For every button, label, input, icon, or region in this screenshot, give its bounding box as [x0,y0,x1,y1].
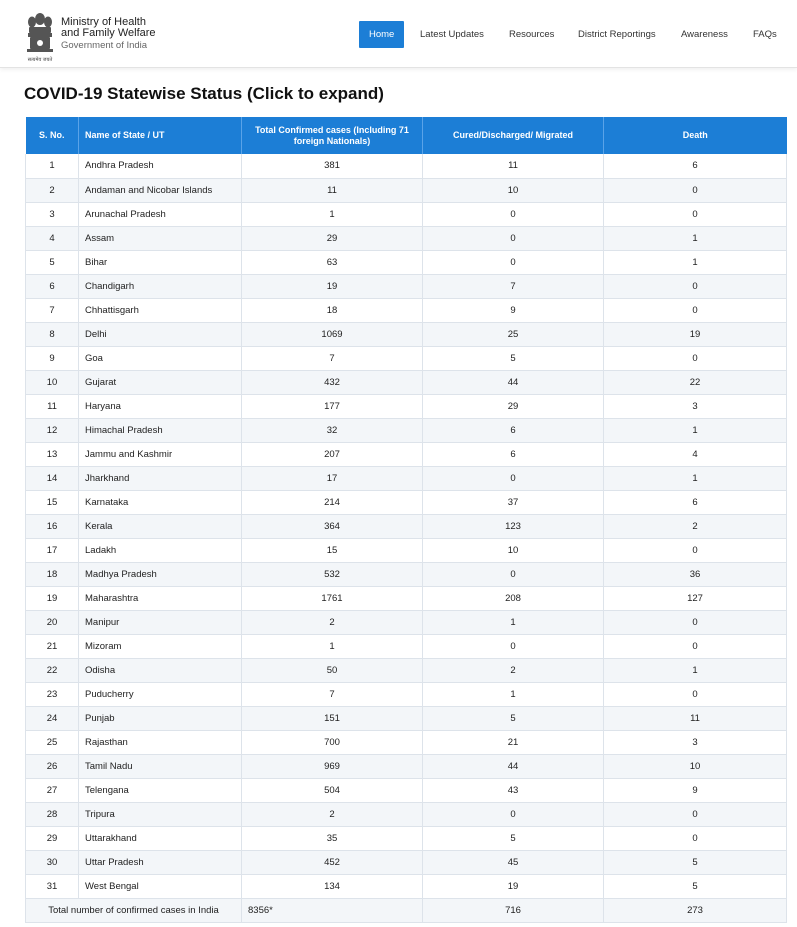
table-row [26,202,787,226]
cell-death: 3 [604,730,787,754]
cell-state: Arunachal Pradesh [79,202,242,226]
table-row [26,226,787,250]
cell-cured: 5 [423,826,604,850]
cell-cured: 43 [423,778,604,802]
total-confirmed: 8356* [242,898,423,922]
table-row [26,610,787,634]
cell-sno: 21 [26,634,79,658]
cell-death: 2 [604,514,787,538]
cell-state: Goa [79,346,242,370]
cell-death: 0 [604,802,787,826]
cell-state: Mizoram [79,634,242,658]
cell-state: Andaman and Nicobar Islands [79,178,242,202]
cell-sno: 31 [26,874,79,898]
cell-state: Punjab [79,706,242,730]
cell-death: 0 [604,274,787,298]
statewise-table [25,117,787,923]
ministry-name[interactable] [61,17,156,51]
cell-cured: 19 [423,874,604,898]
cell-confirmed: 18 [242,298,423,322]
table-row [26,826,787,850]
cell-state: Jharkhand [79,466,242,490]
cell-sno: 23 [26,682,79,706]
cell-cured: 5 [423,706,604,730]
nav-awareness[interactable]: Awareness [681,29,728,40]
table-row [26,370,787,394]
cell-cured: 2 [423,658,604,682]
cell-cured: 0 [423,802,604,826]
table-row [26,658,787,682]
table-row [26,154,787,178]
cell-cured: 0 [423,250,604,274]
cell-state: Madhya Pradesh [79,562,242,586]
cell-cured: 123 [423,514,604,538]
cell-sno: 25 [26,730,79,754]
table-row [26,778,787,802]
table-total-row [26,898,787,922]
cell-state: Manipur [79,610,242,634]
cell-death: 1 [604,250,787,274]
cell-death: 3 [604,394,787,418]
nav-home[interactable]: Home [359,21,404,48]
cell-state: Delhi [79,322,242,346]
cell-confirmed: 1 [242,202,423,226]
cell-confirmed: 432 [242,370,423,394]
table-row [26,682,787,706]
national-emblem[interactable] [24,10,56,64]
cell-sno: 2 [26,178,79,202]
cell-cured: 37 [423,490,604,514]
cell-confirmed: 364 [242,514,423,538]
nav-latest-updates[interactable]: Latest Updates [420,29,484,40]
table-row [26,442,787,466]
cell-state: Uttarakhand [79,826,242,850]
cell-death: 36 [604,562,787,586]
cell-cured: 1 [423,610,604,634]
cell-state: Gujarat [79,370,242,394]
cell-cured: 0 [423,562,604,586]
cell-confirmed: 7 [242,346,423,370]
cell-cured: 11 [423,154,604,178]
table-row [26,394,787,418]
cell-sno: 19 [26,586,79,610]
cell-sno: 1 [26,154,79,178]
cell-confirmed: 17 [242,466,423,490]
cell-sno: 14 [26,466,79,490]
table-body [26,154,787,898]
cell-confirmed: 134 [242,874,423,898]
cell-confirmed: 11 [242,178,423,202]
cell-state: Jammu and Kashmir [79,442,242,466]
cell-confirmed: 452 [242,850,423,874]
cell-cured: 10 [423,178,604,202]
cell-cured: 208 [423,586,604,610]
cell-sno: 27 [26,778,79,802]
total-death: 273 [604,898,787,922]
cell-sno: 29 [26,826,79,850]
col-header-death: Death [604,117,787,154]
table-row [26,802,787,826]
cell-cured: 6 [423,442,604,466]
site-header [0,0,797,68]
cell-sno: 16 [26,514,79,538]
cell-cured: 7 [423,274,604,298]
total-cured: 716 [423,898,604,922]
cell-death: 5 [604,850,787,874]
cell-death: 10 [604,754,787,778]
cell-confirmed: 381 [242,154,423,178]
cell-confirmed: 207 [242,442,423,466]
table-row [26,490,787,514]
cell-state: Tamil Nadu [79,754,242,778]
cell-sno: 30 [26,850,79,874]
table-row [26,322,787,346]
cell-cured: 0 [423,634,604,658]
cell-confirmed: 35 [242,826,423,850]
cell-state: Bihar [79,250,242,274]
ministry-line-2: and Family Welfare [61,27,156,39]
page-title[interactable]: COVID-19 Statewise Status (Click to expand) [24,84,384,103]
cell-confirmed: 7 [242,682,423,706]
table-row [26,538,787,562]
cell-death: 0 [604,178,787,202]
table-row [26,274,787,298]
cell-confirmed: 15 [242,538,423,562]
cell-sno: 24 [26,706,79,730]
cell-death: 0 [604,202,787,226]
cell-state: Rajasthan [79,730,242,754]
col-header-confirmed: Total Confirmed cases (Including 71 foreign Nationals) [242,117,423,154]
cell-state: Andhra Pradesh [79,154,242,178]
cell-sno: 12 [26,418,79,442]
cell-state: Kerala [79,514,242,538]
cell-death: 1 [604,226,787,250]
national-emblem-icon [24,10,56,64]
cell-cured: 21 [423,730,604,754]
col-header-sno: S. No. [26,117,79,154]
cell-death: 9 [604,778,787,802]
col-header-state: Name of State / UT [79,117,242,154]
cell-sno: 6 [26,274,79,298]
cell-death: 19 [604,322,787,346]
cell-death: 0 [604,538,787,562]
total-label: Total number of confirmed cases in India [26,898,242,922]
cell-sno: 3 [26,202,79,226]
cell-death: 1 [604,418,787,442]
cell-sno: 10 [26,370,79,394]
cell-sno: 18 [26,562,79,586]
cell-confirmed: 32 [242,418,423,442]
table-header-row [26,117,787,154]
cell-state: Chandigarh [79,274,242,298]
cell-confirmed: 1069 [242,322,423,346]
cell-sno: 17 [26,538,79,562]
cell-state: Puducherry [79,682,242,706]
cell-death: 1 [604,466,787,490]
cell-cured: 10 [423,538,604,562]
table-row [26,874,787,898]
cell-confirmed: 700 [242,730,423,754]
ministry-line-3: Government of India [61,40,148,51]
emblem-caption: सत्यमेव जयते [27,57,53,63]
cell-cured: 25 [423,322,604,346]
cell-sno: 5 [26,250,79,274]
cell-confirmed: 177 [242,394,423,418]
cell-sno: 26 [26,754,79,778]
table-row [26,586,787,610]
cell-death: 0 [604,634,787,658]
table-row [26,754,787,778]
table-row [26,514,787,538]
cell-sno: 13 [26,442,79,466]
cell-confirmed: 29 [242,226,423,250]
cell-sno: 22 [26,658,79,682]
cell-death: 6 [604,154,787,178]
cell-cured: 44 [423,754,604,778]
cell-confirmed: 19 [242,274,423,298]
cell-confirmed: 532 [242,562,423,586]
table-row [26,178,787,202]
cell-confirmed: 969 [242,754,423,778]
table-row [26,706,787,730]
nav-faqs[interactable]: FAQs [753,29,777,40]
ministry-line-1: Ministry of Health [61,16,146,28]
cell-state: Telengana [79,778,242,802]
table-row [26,562,787,586]
cell-cured: 0 [423,226,604,250]
cell-state: West Bengal [79,874,242,898]
cell-death: 0 [604,346,787,370]
cell-confirmed: 1 [242,634,423,658]
cell-cured: 29 [423,394,604,418]
cell-sno: 8 [26,322,79,346]
col-header-cured: Cured/Discharged/ Migrated [423,117,604,154]
cell-confirmed: 50 [242,658,423,682]
nav-district-reportings[interactable]: District Reportings [578,29,656,40]
cell-cured: 6 [423,418,604,442]
cell-death: 0 [604,610,787,634]
cell-cured: 45 [423,850,604,874]
cell-state: Karnataka [79,490,242,514]
cell-sno: 20 [26,610,79,634]
cell-death: 0 [604,826,787,850]
cell-confirmed: 1761 [242,586,423,610]
statewise-table-wrapper [25,117,786,923]
cell-cured: 1 [423,682,604,706]
cell-death: 22 [604,370,787,394]
table-row [26,298,787,322]
cell-state: Odisha [79,658,242,682]
cell-death: 0 [604,298,787,322]
cell-state: Tripura [79,802,242,826]
cell-cured: 44 [423,370,604,394]
cell-state: Ladakh [79,538,242,562]
cell-confirmed: 63 [242,250,423,274]
cell-sno: 11 [26,394,79,418]
cell-sno: 28 [26,802,79,826]
cell-cured: 0 [423,202,604,226]
cell-death: 5 [604,874,787,898]
cell-cured: 9 [423,298,604,322]
cell-state: Haryana [79,394,242,418]
cell-cured: 0 [423,466,604,490]
cell-confirmed: 504 [242,778,423,802]
cell-death: 0 [604,682,787,706]
table-row [26,730,787,754]
cell-death: 1 [604,658,787,682]
cell-state: Maharashtra [79,586,242,610]
cell-death: 11 [604,706,787,730]
cell-sno: 4 [26,226,79,250]
cell-state: Assam [79,226,242,250]
table-row [26,418,787,442]
cell-sno: 15 [26,490,79,514]
table-row [26,850,787,874]
cell-confirmed: 2 [242,802,423,826]
cell-death: 6 [604,490,787,514]
table-row [26,250,787,274]
cell-state: Uttar Pradesh [79,850,242,874]
cell-cured: 5 [423,346,604,370]
table-row [26,466,787,490]
cell-confirmed: 2 [242,610,423,634]
cell-death: 127 [604,586,787,610]
cell-state: Himachal Pradesh [79,418,242,442]
table-row [26,634,787,658]
cell-confirmed: 214 [242,490,423,514]
cell-confirmed: 151 [242,706,423,730]
cell-death: 4 [604,442,787,466]
cell-sno: 7 [26,298,79,322]
nav-resources[interactable]: Resources [509,29,555,40]
cell-sno: 9 [26,346,79,370]
cell-state: Chhattisgarh [79,298,242,322]
table-row [26,346,787,370]
